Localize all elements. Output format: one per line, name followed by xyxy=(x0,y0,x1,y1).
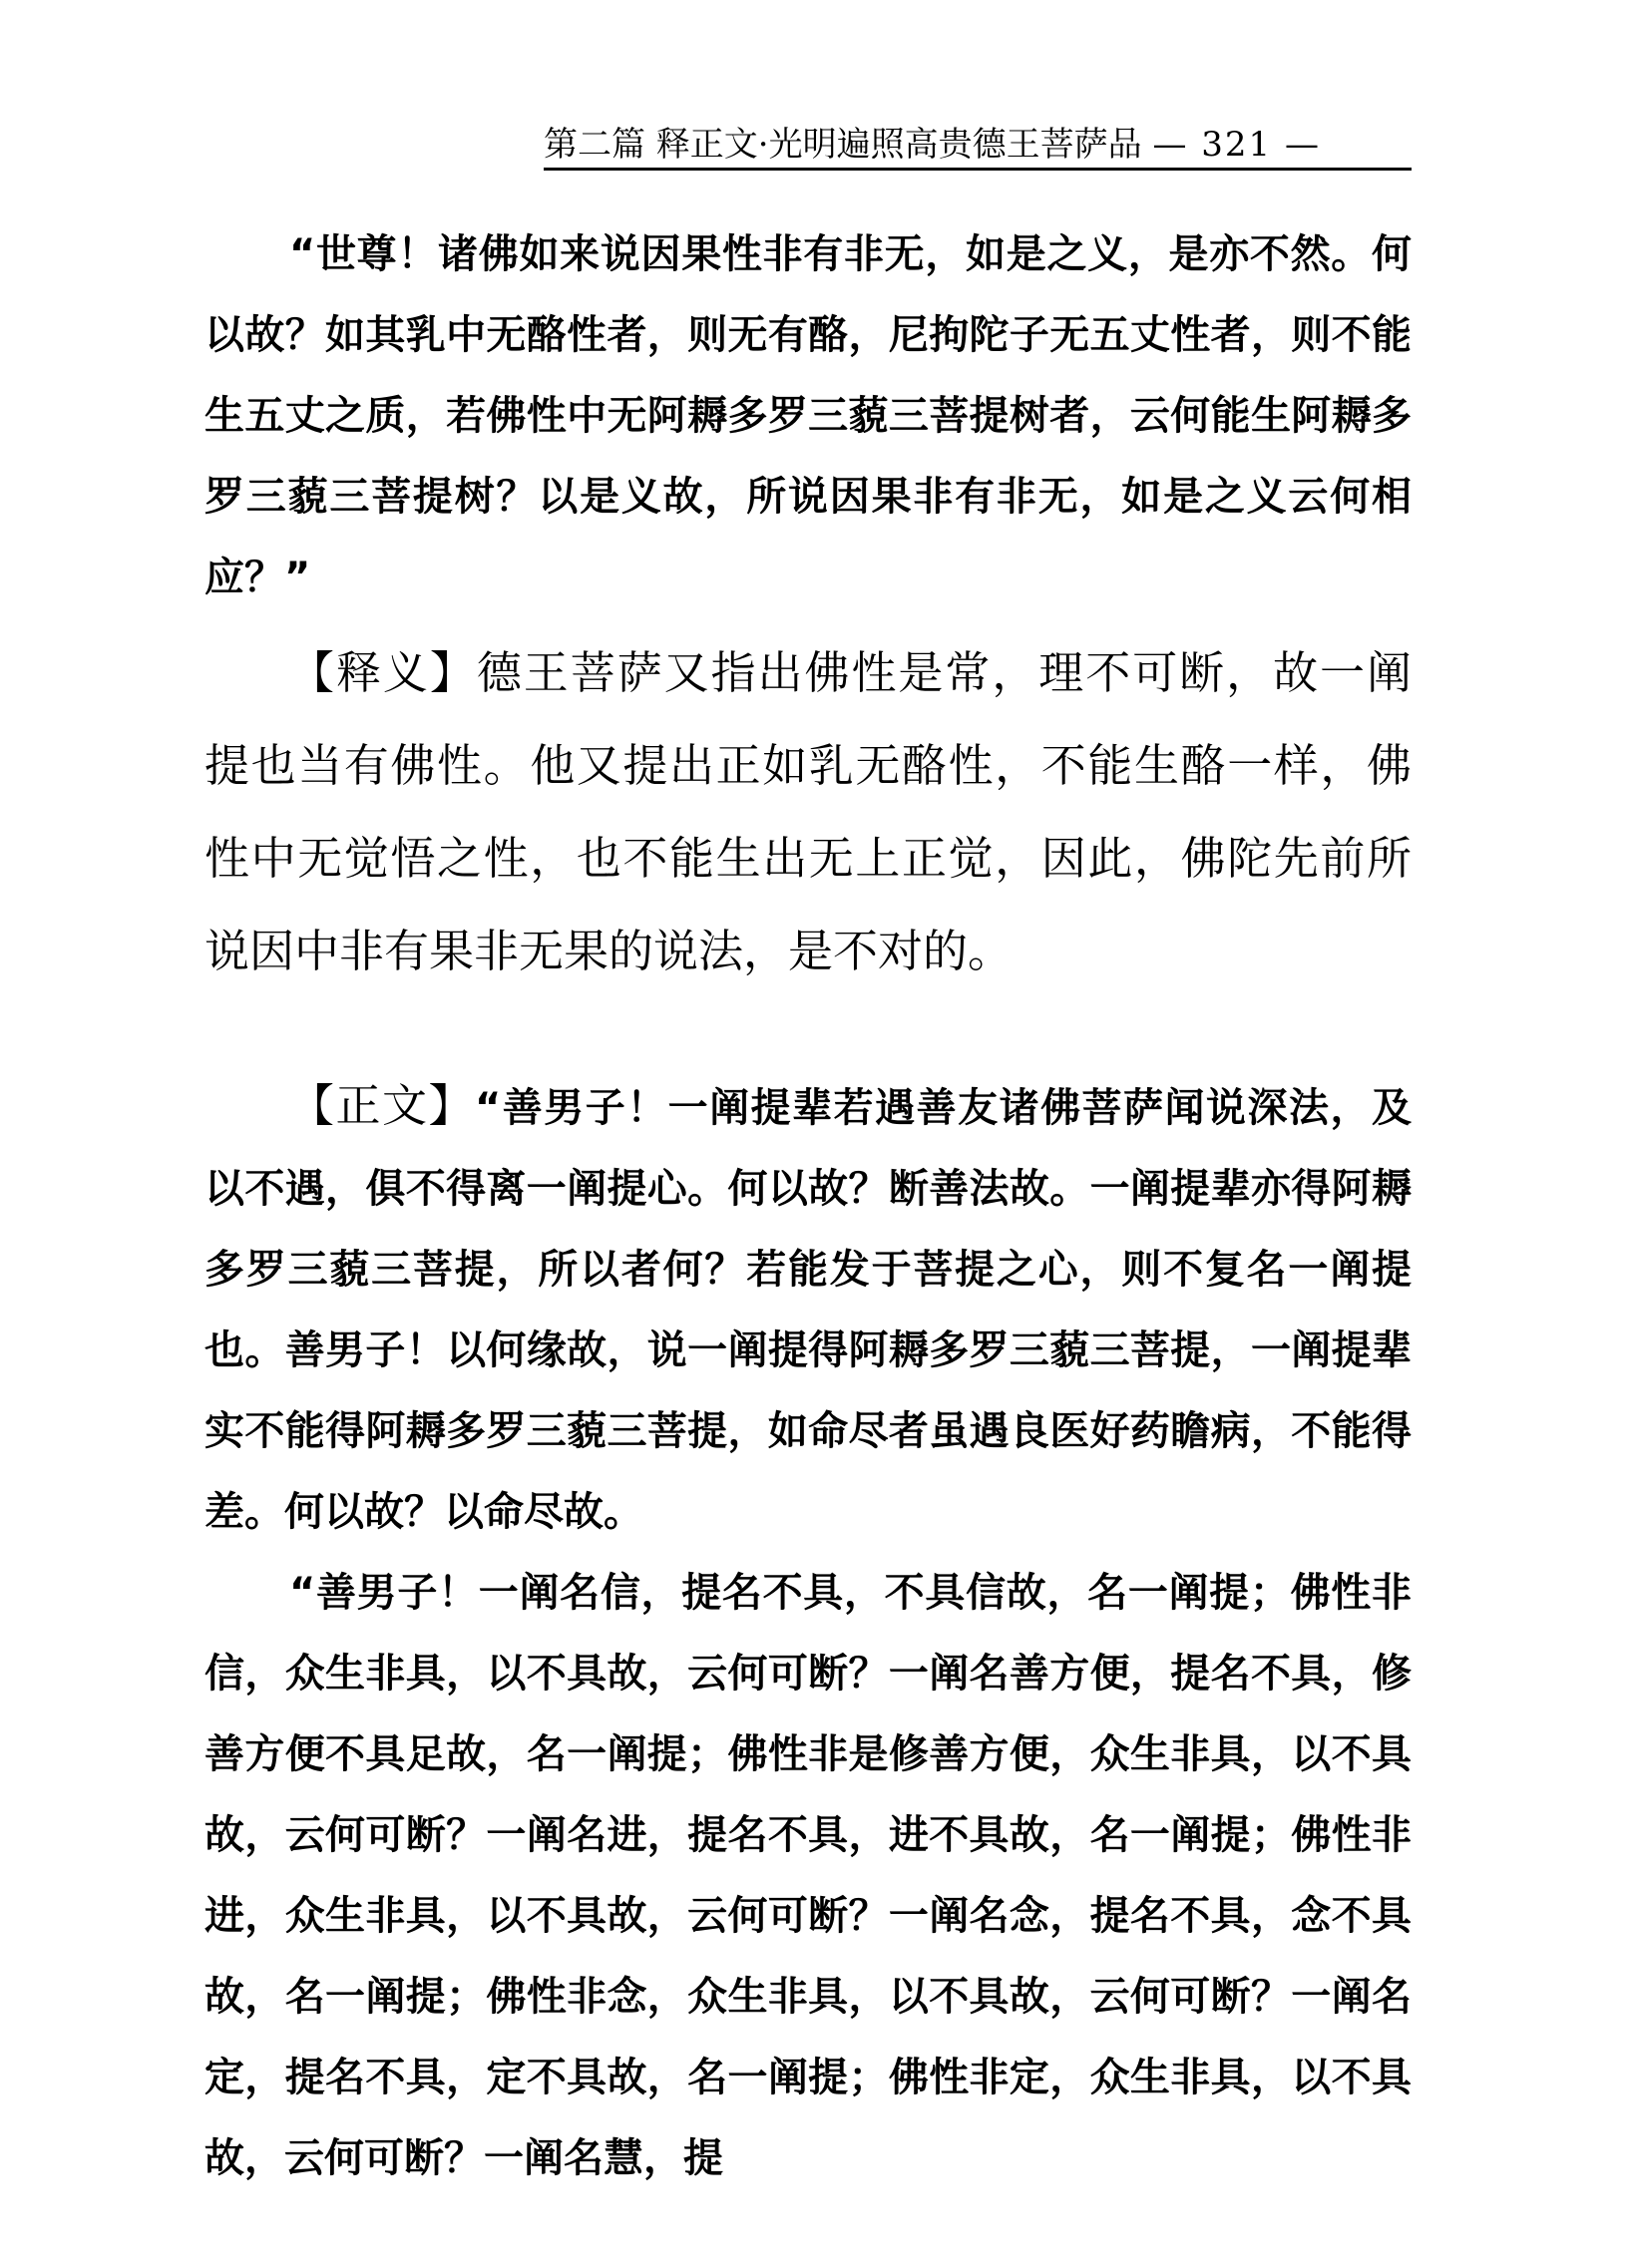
chapter-title: 第二篇 释正文·光明遍照高贵德王菩萨品 xyxy=(544,125,1142,165)
commentary-marker: 【释义】 xyxy=(289,646,477,699)
spacer xyxy=(204,618,1412,626)
header-rule xyxy=(544,168,1412,171)
main-text-marker: 【正文】 xyxy=(289,1079,475,1132)
commentary-paragraph xyxy=(204,626,1412,997)
section-gap xyxy=(204,997,1412,1065)
running-header xyxy=(544,120,1412,170)
main-text-body: “善男子！一阐提辈若遇善友诸佛菩萨闻说深法，及以不遇，俱不得离一阐提心。何以故？断善法故。一阐提辈亦得阿耨多罗三藐三菩提，所以者何？若能发于菩提之心，则不复名一阐提也。善男子！以何缘故，说一阐提得阿耨多罗三藐三菩提，一阐提辈实不能得阿耨多罗三藐三菩提，如命尽者虽遇良医好药瞻病，不能得差。何以故？以命尽故。 xyxy=(204,1085,1412,1535)
page-number: — 321 — xyxy=(1152,125,1321,165)
sutra-paragraph: “世尊！诸佛如来说因果性非有非无，如是之义，是亦不然。何以故？如其乳中无酪性者，则无有酪，尼拘陀子无五丈性者，则不能生五丈之质，若佛性中无阿耨多罗三藐三菩提树者，云何能生阿耨多罗三藐三菩提树？以是义故，所说因果非有非无，如是之义云何相应？” xyxy=(204,231,1412,600)
sutra-paragraph: “善男子！一阐名信，提名不具，不具信故，名一阐提；佛性非信，众生非具，以不具故，云何可断？一阐名善方便，提名不具，修善方便不具足故，名一阐提；佛性非是修善方便，众生非具，以不具故，云何可断？一阐名进，提名不具，进不具故，名一阐提；佛性非进，众生非具，以不具故，云何可断？一阐名念，提名不具，念不具故，名一阐提；佛性非念，众生非具，以不具故，云何可断？一阐名定，提名不具，定不具故，名一阐提；佛性非定，众生非具，以不具故，云何可断？一阐名慧，提 xyxy=(204,1570,1412,2181)
commentary-text: 德王菩萨又指出佛性是常，理不可断，故一阐提也当有佛性。他又提出正如乳无酪性，不能生酪一样，佛性中无觉悟之性，也不能生出无上正觉，因此，佛陀先前所说因中非有果非无果的说法，是不对的。 xyxy=(204,646,1412,977)
main-text-paragraph xyxy=(204,1065,1412,1553)
body-text xyxy=(204,214,1412,2199)
